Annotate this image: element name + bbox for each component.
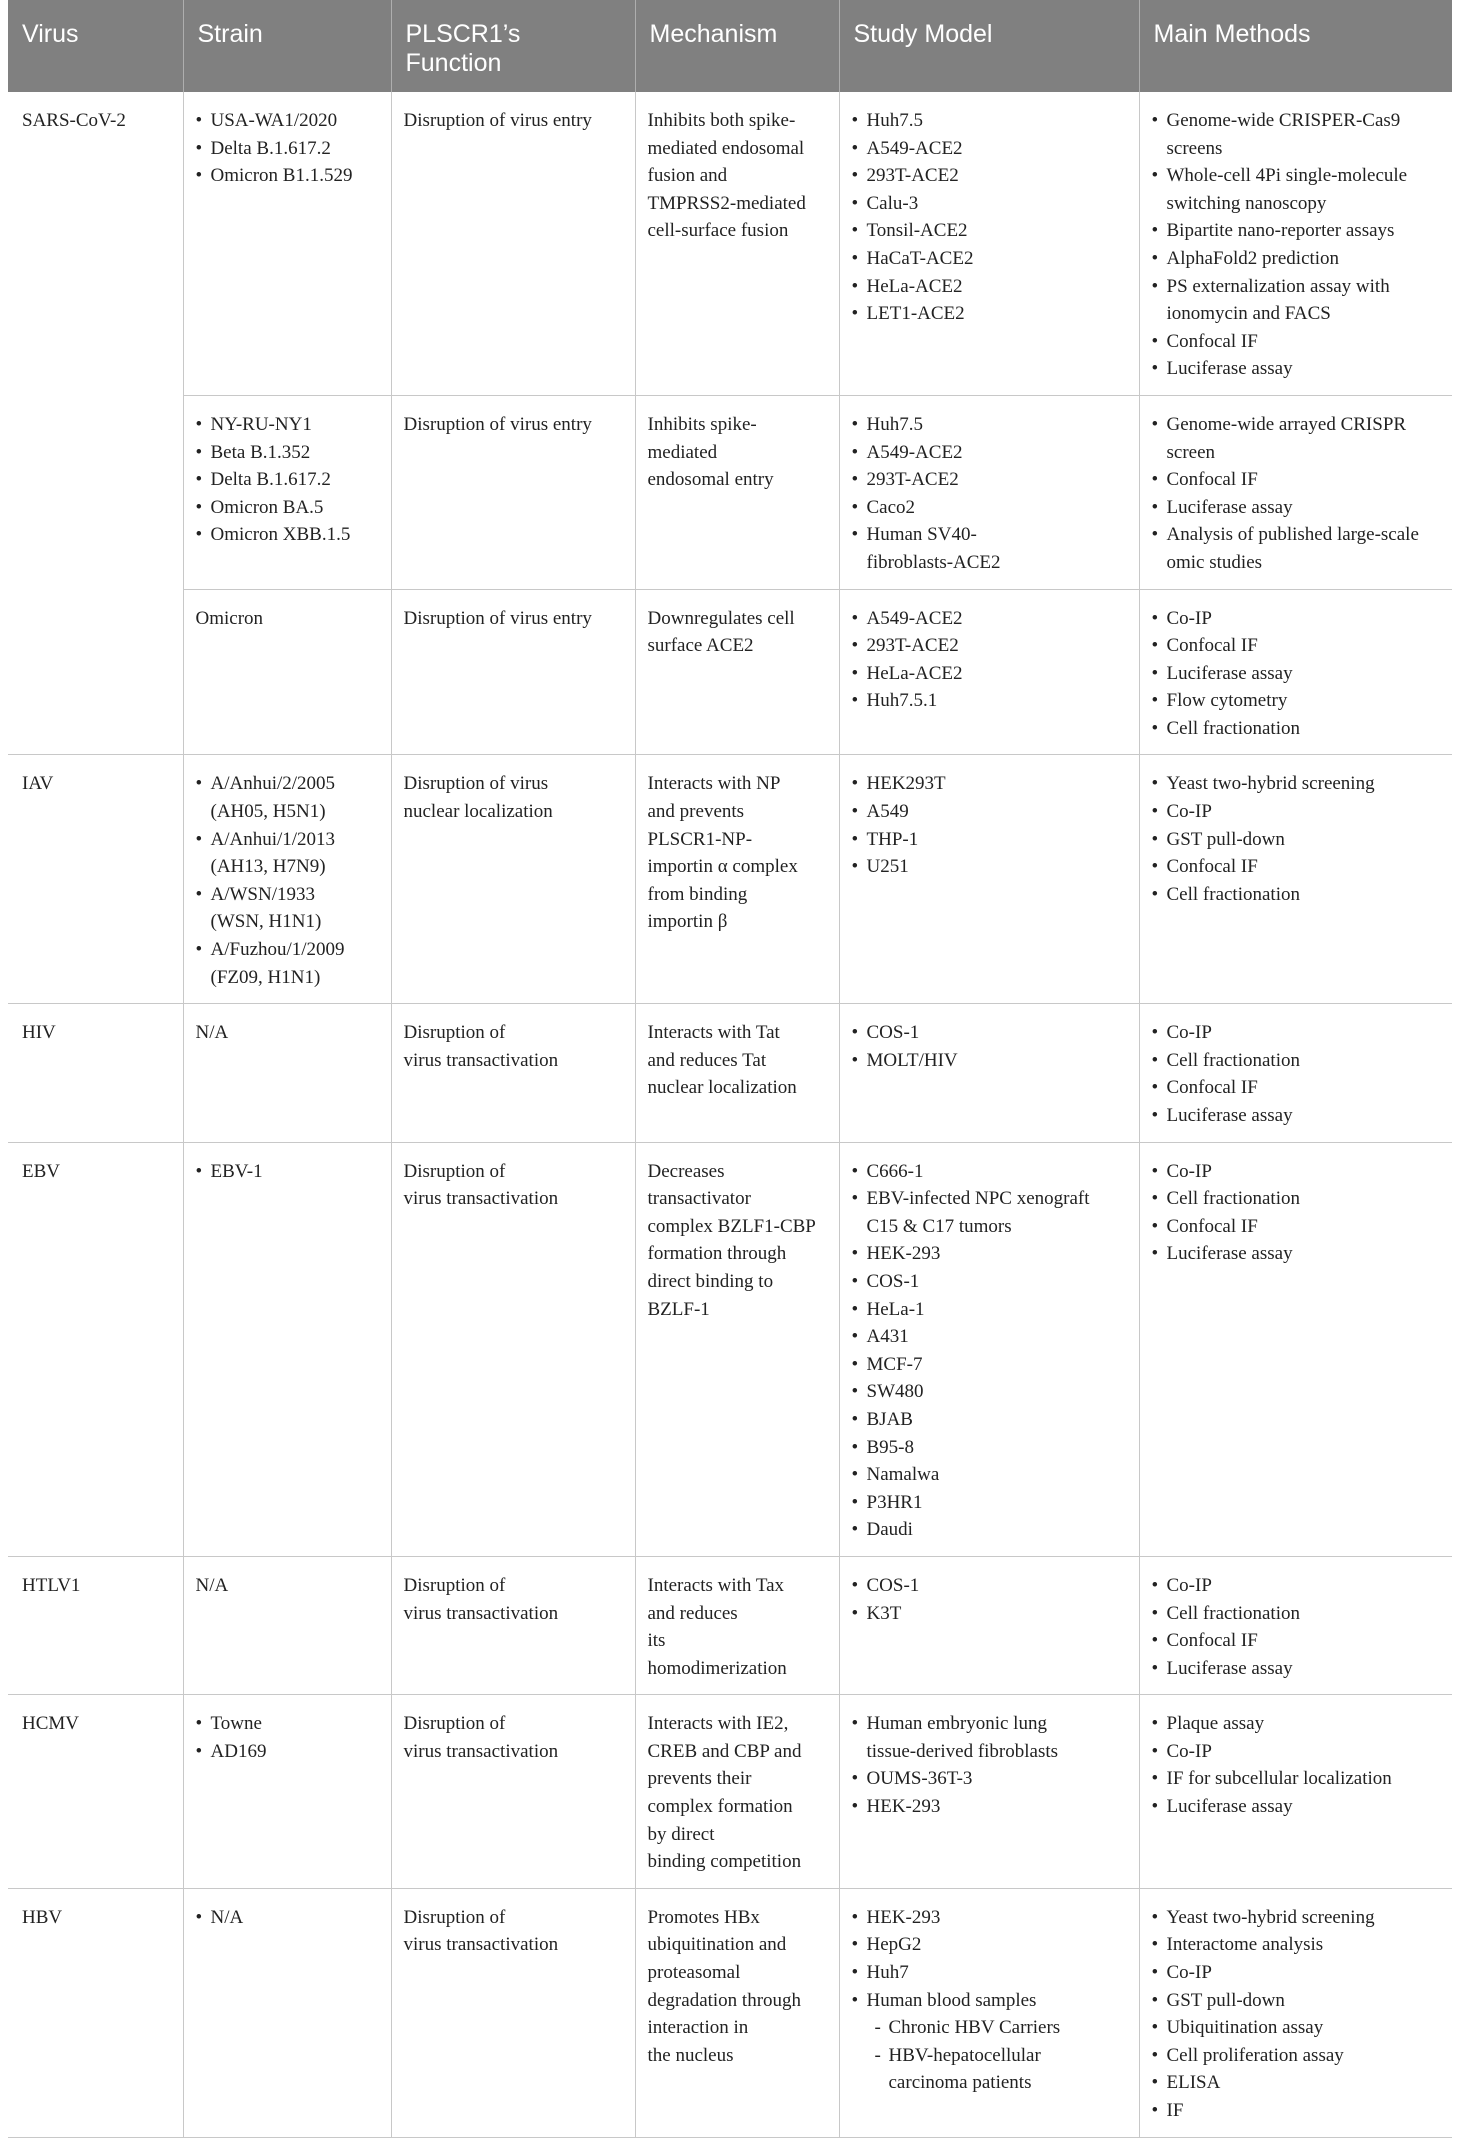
function-text: Disruption of virus transactivation [403,1022,559,1071]
study-model-item [852,1434,1127,1462]
mechanism-text: Interacts with Tat and reduces Tat nuclear localization [647,1022,797,1099]
method-item: • Luciferase assay [1152,355,1441,383]
method-item: • Confocal IF [1152,466,1441,494]
study-model-text: C666-1 [866,1160,924,1182]
strain-list [196,107,379,190]
table-row [8,755,1452,1004]
function-cell [391,1142,635,1556]
function-text: Disruption of virus transactivation [403,1574,559,1624]
study-model-item [852,466,1127,494]
study-model-text: Huh7 [866,1962,909,1984]
study-model-item [852,439,1127,467]
method-item: • Co-IP [1152,1158,1441,1186]
strain-item: • EBV-1 [196,1158,379,1186]
study-model-text: K3T [866,1602,902,1624]
methods-list [1152,605,1441,743]
study-model-cell [839,1142,1139,1556]
method-item: • Plaque assay [1152,1710,1441,1738]
study-model-text: HEK-293 [866,1796,941,1818]
method-item: • Ubiquitination assay [1152,2014,1441,2042]
study-model-text: A549-ACE2 [866,441,963,463]
study-model-text: HEK-293 [866,1243,941,1265]
function-cell [391,92,635,395]
method-item: • Cell fractionation [1152,881,1441,909]
function-cell [391,1695,635,1889]
study-model-item [852,1378,1127,1406]
study-model-text: A431 [866,1326,909,1348]
study-model-item [852,245,1127,273]
study-model-text: Namalwa [866,1464,940,1486]
study-model-text: 293T-ACE2 [866,635,959,657]
method-item: • IF for subcellular localization [1152,1765,1441,1793]
strain-cell [183,1888,391,2137]
strain-cell [183,1004,391,1142]
strain-text: N/A [195,1574,229,1596]
study-model-list [852,107,1127,328]
study-model-item [852,1516,1127,1544]
table-body [8,92,1452,2137]
strain-cell [183,1556,391,1694]
methods-list [1152,1904,1441,2125]
study-model-item [852,1323,1127,1351]
virus-cell: HCMV [8,1695,183,1889]
mechanism-cell [635,395,839,589]
virus-cell: EBV [8,1142,183,1556]
methods-list [1152,1019,1441,1129]
study-model-item [852,1489,1127,1517]
study-model-text: LET1-ACE2 [866,303,965,325]
table-row [8,1888,1452,2137]
study-model-item [852,1793,1127,1821]
methods-cell [1139,589,1452,755]
mechanism-text: Decreases transactivator complex BZLF1-CBP formation through direct binding to BZLF-1 [647,1160,816,1320]
mechanism-text: Interacts with IE2, CREB and CBP and prevents their complex formation by direct binding competition [647,1713,802,1873]
study-model-item [852,494,1127,522]
mechanism-text: Promotes HBx ubiquitination and proteasomal degradation through interaction in the nucleus [647,1906,802,2066]
study-model-list [852,605,1127,715]
methods-cell [1139,1556,1452,1694]
method-item: • Co-IP [1152,605,1441,633]
method-item: • Bipartite nano-reporter assays [1152,217,1441,245]
function-text: Disruption of virus transactivation [403,1160,559,1210]
methods-cell [1139,92,1452,395]
virus-cell: HIV [8,1004,183,1142]
study-model-item [852,1158,1127,1186]
study-model-item [852,1959,1127,1987]
study-model-cell [839,1695,1139,1889]
method-item: • Confocal IF [1152,1074,1441,1102]
study-model-item [852,660,1127,688]
method-item: • Flow cytometry [1152,687,1441,715]
function-text: Disruption of virus entry [403,607,592,629]
study-model-cell [839,92,1139,395]
study-model-item [852,1019,1127,1047]
method-item: • Yeast two-hybrid screening [1152,1904,1441,1932]
strain-item: • N/A [196,1904,379,1932]
study-model-item [852,853,1127,881]
method-item: • Luciferase assay [1152,1655,1441,1683]
study-model-item [852,1351,1127,1379]
study-model-text: 293T-ACE2 [866,165,959,187]
method-item: • Co-IP [1152,1738,1441,1766]
study-model-cell [839,1004,1139,1142]
study-model-text: A549-ACE2 [866,607,963,629]
study-model-list [852,411,1127,577]
function-cell [391,395,635,589]
strain-item: • Towne [196,1710,379,1738]
study-model-text: HeLa-ACE2 [866,275,963,297]
method-item: • Cell fractionation [1152,1600,1441,1628]
study-model-text: Caco2 [866,496,916,518]
method-item: • Cell proliferation assay [1152,2042,1441,2070]
function-cell [391,589,635,755]
strain-cell [183,755,391,1004]
method-item: • Co-IP [1152,1019,1441,1047]
method-item: • Confocal IF [1152,328,1441,356]
methods-list [1152,1572,1441,1682]
study-model-item [852,300,1127,328]
strain-list [196,770,379,991]
study-model-item [852,190,1127,218]
study-model-text: HeLa-ACE2 [866,662,963,684]
study-model-text: B95-8 [866,1436,914,1458]
study-model-cell [839,755,1139,1004]
table-row [8,395,1452,589]
study-model-text: Human blood samples [866,1989,1037,2011]
study-model-item [852,1240,1127,1268]
method-item: • IF [1152,2097,1441,2125]
strain-text: N/A [195,1022,229,1044]
study-model-text: A549-ACE2 [866,137,963,159]
function-text: Disruption of virus transactivation [403,1713,559,1762]
mechanism-text: Inhibits both spike- mediated endosomal fusion and TMPRSS2-mediated cell-surface fusion [647,110,806,242]
study-model-text: Huh7.5 [866,413,923,435]
study-model-item [852,107,1127,135]
strain-item: • A/Anhui/1/2013 (AH13, H7N9) [196,826,379,881]
strain-item: • Delta B.1.617.2 [196,135,379,163]
study-model-item [852,1268,1127,1296]
study-model-item [852,1765,1127,1793]
function-text: Disruption of virus nuclear localization [403,773,553,823]
strain-item: • NY-RU-NY1 [196,411,379,439]
mechanism-cell [635,1556,839,1694]
mechanism-cell [635,1695,839,1889]
method-item: • Confocal IF [1152,1627,1441,1655]
study-model-list [852,770,1127,880]
header-study-model: Study Model [839,0,1139,92]
study-model-text: MCF-7 [866,1353,923,1375]
strain-cell [183,589,391,755]
study-model-item [852,135,1127,163]
method-item: • GST pull-down [1152,826,1441,854]
method-item: • Luciferase assay [1152,1102,1441,1130]
header-virus: Virus [8,0,183,92]
study-model-item [852,1185,1127,1240]
study-model-list [852,1572,1127,1627]
study-model-item [852,217,1127,245]
function-cell [391,1556,635,1694]
study-model-item [852,1987,1127,2097]
table-row [8,1004,1452,1142]
strain-list [196,1904,379,1932]
strain-item: • AD169 [196,1738,379,1766]
study-model-text: HepG2 [866,1934,922,1956]
study-model-text: Human embryonic lung tissue-derived fibroblasts [866,1713,1059,1762]
header-function: PLSCR1’s Function [391,0,635,92]
study-model-item [852,162,1127,190]
method-item: • Confocal IF [1152,853,1441,881]
study-model-item [852,632,1127,660]
table-row [8,1142,1452,1556]
method-item: • Luciferase assay [1152,1793,1441,1821]
study-model-text: THP-1 [866,828,919,850]
study-model-item [852,1710,1127,1765]
study-model-item [852,1600,1127,1628]
methods-list [1152,107,1441,383]
study-model-text: HeLa-1 [866,1298,925,1320]
strain-cell [183,1142,391,1556]
table-row [8,1556,1452,1694]
study-model-item [852,1572,1127,1600]
study-model-item [852,1406,1127,1434]
header-mechanism: Mechanism [635,0,839,92]
study-model-item [852,1931,1127,1959]
strain-list [196,411,379,549]
function-cell [391,1004,635,1142]
method-item: • Cell fractionation [1152,1047,1441,1075]
study-model-text: HaCaT-ACE2 [866,247,974,269]
strain-cell [183,1695,391,1889]
mechanism-text: Downregulates cell surface ACE2 [647,607,795,657]
method-item: • Luciferase assay [1152,494,1441,522]
methods-cell [1139,1004,1452,1142]
strain-list [196,1710,379,1765]
header-main-methods: Main Methods [1139,0,1452,92]
strain-item: • A/Fuzhou/1/2009 (FZ09, H1N1) [196,936,379,991]
header-strain: Strain [183,0,391,92]
method-item: • PS externalization assay with ionomycin and FACS [1152,273,1441,328]
method-item: • Analysis of published large-scale omic studies [1152,521,1441,576]
table-row [8,589,1452,755]
methods-list [1152,1710,1441,1820]
strain-item: • Beta B.1.352 [196,439,379,467]
mechanism-cell [635,92,839,395]
strain-item: • USA-WA1/2020 [196,107,379,135]
study-model-text: Daudi [866,1519,913,1541]
study-model-item [852,1047,1127,1075]
study-model-text: HEK293T [866,773,946,795]
study-model-cell [839,1556,1139,1694]
strain-cell [183,395,391,589]
mechanism-cell [635,755,839,1004]
virus-cell: HTLV1 [8,1556,183,1694]
method-item: • AlphaFold2 prediction [1152,245,1441,273]
study-model-cell [839,589,1139,755]
study-model-item [852,826,1127,854]
study-model-text: COS-1 [866,1022,920,1044]
mechanism-cell [635,1142,839,1556]
methods-list [1152,770,1441,908]
strain-list [196,1158,379,1186]
strain-text: Omicron [195,607,264,629]
study-model-item [852,605,1127,633]
header-row [8,0,1452,92]
study-model-sublist [867,2014,1127,2097]
method-item: • Co-IP [1152,1572,1441,1600]
study-model-list [852,1158,1127,1544]
methods-cell [1139,755,1452,1004]
method-item: • ELISA [1152,2069,1441,2097]
method-item: • GST pull-down [1152,1987,1441,2015]
study-model-item [852,687,1127,715]
study-model-item [852,1461,1127,1489]
method-item: • Yeast two-hybrid screening [1152,770,1441,798]
study-model-list [852,1904,1127,2097]
study-model-item [852,798,1127,826]
method-item: • Luciferase assay [1152,1240,1441,1268]
study-model-text: U251 [866,856,909,878]
function-text: Disruption of virus transactivation [403,1906,559,1956]
function-text: Disruption of virus entry [403,110,592,131]
study-model-text: 293T-ACE2 [866,469,959,491]
study-model-item [852,273,1127,301]
method-item: • Interactome analysis [1152,1931,1441,1959]
study-model-cell [839,395,1139,589]
study-model-text: Tonsil-ACE2 [866,220,968,242]
virus-plscr1-table [8,0,1452,2138]
methods-cell [1139,395,1452,589]
mechanism-text: Inhibits spike- mediated endosomal entry [647,413,774,491]
study-model-item [852,521,1127,576]
methods-cell [1139,1695,1452,1889]
methods-list [1152,411,1441,577]
method-item: • Co-IP [1152,1959,1441,1987]
study-model-list [852,1710,1127,1820]
strain-item: • A/Anhui/2/2005 (AH05, H5N1) [196,770,379,825]
study-model-text: Huh7.5.1 [866,690,938,712]
study-model-text: A549 [866,801,909,823]
table-header [8,0,1452,92]
study-model-item [852,411,1127,439]
study-model-text: COS-1 [866,1270,920,1292]
study-model-text: HEK-293 [866,1906,941,1928]
function-cell [391,755,635,1004]
study-model-text: P3HR1 [866,1491,923,1513]
strain-item: • Delta B.1.617.2 [196,466,379,494]
study-model-list [852,1019,1127,1074]
strain-cell [183,92,391,395]
study-model-item [852,1296,1127,1324]
study-model-cell [839,1888,1139,2137]
mechanism-cell [635,1888,839,2137]
study-model-item [852,770,1127,798]
study-model-text: COS-1 [866,1574,920,1596]
table-row [8,92,1452,395]
study-model-text: MOLT/HIV [866,1049,958,1071]
table-container [8,0,1452,2138]
strain-item: • A/WSN/1933 (WSN, H1N1) [196,881,379,936]
study-model-text: EBV-infected NPC xenograft C15 & C17 tumors [866,1188,1090,1237]
function-cell [391,1888,635,2137]
study-model-subitem: - HBV-hepatocellular carcinoma patients [867,2042,1127,2097]
strain-item: • Omicron XBB.1.5 [196,521,379,549]
mechanism-text: Interacts with Tax and reduces its homodimerization [647,1574,787,1679]
method-item: • Co-IP [1152,798,1441,826]
methods-list [1152,1158,1441,1268]
method-item: • Confocal IF [1152,632,1441,660]
study-model-text: OUMS-36T-3 [866,1768,973,1790]
method-item: • Cell fractionation [1152,1185,1441,1213]
virus-cell: SARS-CoV-2 [8,92,183,755]
methods-cell [1139,1142,1452,1556]
study-model-subitem: - Chronic HBV Carriers [867,2014,1127,2042]
mechanism-cell [635,589,839,755]
table-row [8,1695,1452,1889]
method-item: • Luciferase assay [1152,660,1441,688]
function-text: Disruption of virus entry [403,413,592,435]
mechanism-cell [635,1004,839,1142]
method-item: • Cell fractionation [1152,715,1441,743]
strain-item: • Omicron BA.5 [196,494,379,522]
method-item: • Confocal IF [1152,1213,1441,1241]
study-model-text: SW480 [866,1381,924,1403]
virus-cell: HBV [8,1888,183,2137]
study-model-text: Huh7.5 [866,110,923,131]
study-model-text: Human SV40- fibroblasts-ACE2 [866,524,1001,573]
method-item: • Genome-wide arrayed CRISPR screen [1152,411,1441,466]
method-item: • Whole-cell 4Pi single-molecule switching nanoscopy [1152,162,1441,217]
methods-cell [1139,1888,1452,2137]
study-model-item [852,1904,1127,1932]
virus-cell: IAV [8,755,183,1004]
strain-item: • Omicron B1.1.529 [196,162,379,190]
method-item: • Genome-wide CRISPER-Cas9 screens [1152,107,1441,162]
mechanism-text: Interacts with NP and prevents PLSCR1-NP- importin α complex from binding importin β [647,773,798,933]
study-model-text: Calu-3 [866,192,919,214]
study-model-text: BJAB [866,1408,913,1430]
